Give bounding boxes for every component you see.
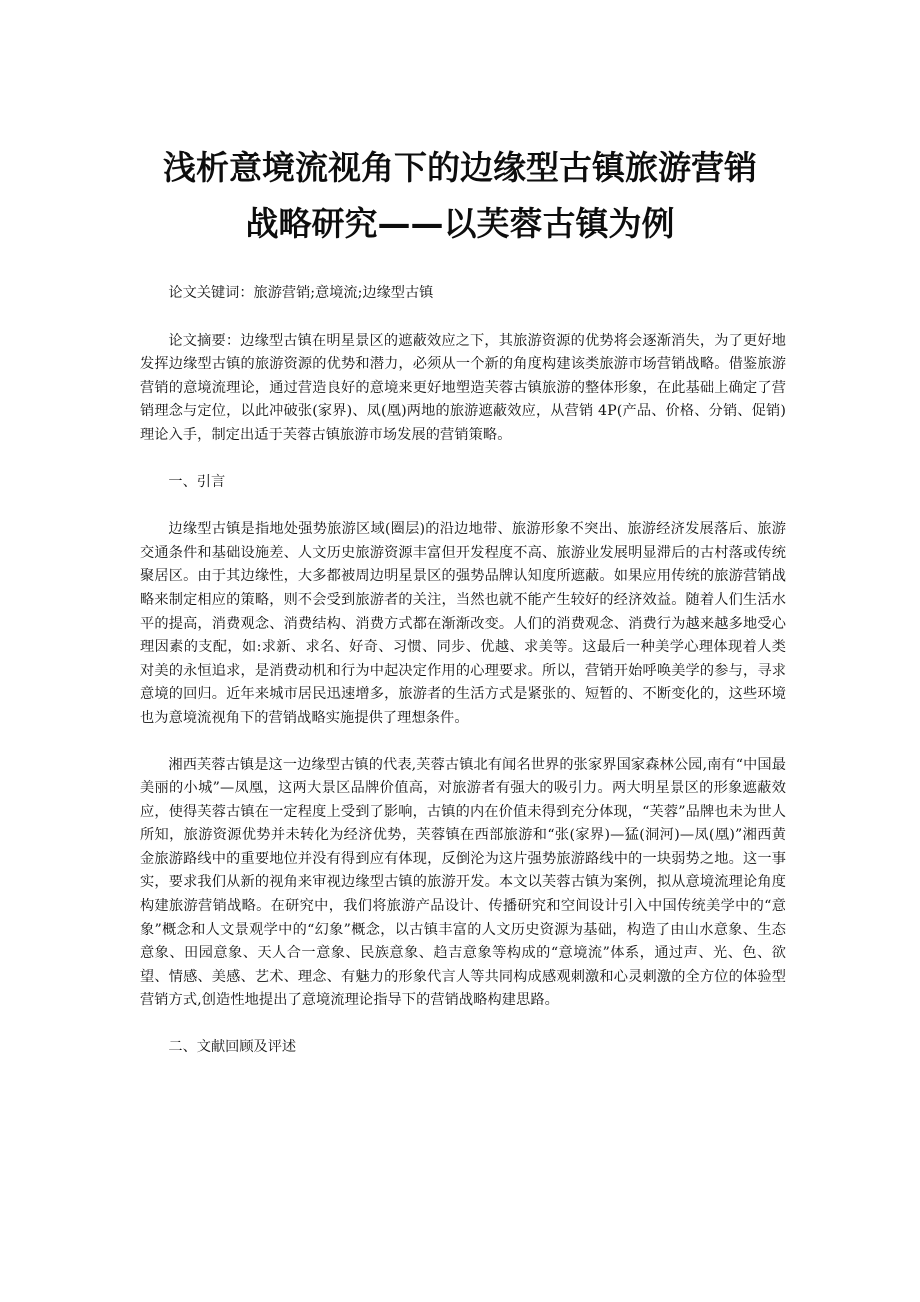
section-heading-introduction: 一、引言 <box>168 473 226 490</box>
body-paragraph: 边缘型古镇是指地处强势旅游区域(圈层)的沿边地带、旅游形象不突出、旅游经济发展落后、旅游交通条件和基础设施差、人文历史旅游资源丰富但开发程度不高、旅游业发展明显滞后的古村落或传统聚居区。由于其边缘性，大多都被周边明星景区的强势品牌认知度所遮蔽。如果应用传统的旅游营销战略来制定相应的策略，则不会受到旅游者的关注，当然也就不能产生较好的经济效益。随着人们生活水平的提高，消费观念、消费结构、消费方式都在渐渐改变。人们的消费观念、消费行为越来越多地受心理因素的支配，如:求新、求名、好奇、习惯、同步、优越、求美等。这最后一种美学心理体现着人类对美的永恒追求，是消费动机和行为中起决定作用的心理要求。所以，营销开始呼唤美学的参与，寻求意境的回归。近年来城市居民迅速增多，旅游者的生活方式是紧张的、短暂的、不断变化的，这些环境也为意境流视角下的营销战略实施提供了理想条件。 <box>140 521 786 726</box>
document-title-line-1: 浅析意境流视角下的边缘型古镇旅游营销 <box>163 148 757 187</box>
abstract-paragraph: 论文摘要：边缘型古镇在明星景区的遮蔽效应之下，其旅游资源的优势将会逐渐消失，为了更好地发挥边缘型古镇的旅游资源的优势和潜力，必须从一个新的角度构建该类旅游市场营销战略。借鉴旅游营销的意境流理论，通过营造良好的意境来更好地塑造芙蓉古镇旅游的整体形象，在此基础上确定了营销理念与定位，以此冲破张(家界)、凤(凰)两地的旅游遮蔽效应，从营销 4P(产品、价格、分销、促销)理论入手，制定出适于芙蓉古镇旅游市场发展的营销策略。 <box>140 332 786 443</box>
section-heading-literature-review: 二、文献回顾及评述 <box>168 1039 297 1056</box>
body-paragraph: 湘西芙蓉古镇是这一边缘型古镇的代表,芙蓉古镇北有闻名世界的张家界国家森林公园,南有“中国最美丽的小城”—凤凰，这两大景区品牌价值高，对旅游者有强大的吸引力。两大明星景区的形象遮蔽效应，使得芙蓉古镇在一定程度上受到了影响，古镇的内在价值未得到充分体现，“芙蓉”品牌也未为世人所知，旅游资源优势并未转化为经济优势，芙蓉镇在西部旅游和“张(家界)—猛(洞河)—凤(凰)”湘西黄金旅游路线中的重要地位并没有得到应有体现，反倒沦为这片强势旅游路线中的一块弱势之地。这一事实，要求我们从新的视角来审视边缘型古镇的旅游开发。本文以芙蓉古镇为案例，拟从意境流理论角度构建旅游营销战略。在研究中，我们将旅游产品设计、传播研究和空间设计引入中国传统美学中的“意象”概念和人文景观学中的“幻象”概念，以古镇丰富的人文历史资源为基础，构造了由山水意象、生态意象、田园意象、天人合一意象、民族意象、趋吉意象等构成的“意境流”体系，通过声、光、色、欲望、情感、美感、艺术、理念、有魅力的形象代言人等共同构成感观刺激和心灵刺激的全方位的体验型营销方式,创造性地提出了意境流理论指导下的营销战略构建思路。 <box>140 756 786 1009</box>
document-body <box>140 282 786 1084</box>
keywords-line: 论文关键词：旅游营销;意境流;边缘型古镇 <box>168 285 434 301</box>
document-title-line-2: 战略研究——以芙蓉古镇为例 <box>245 204 675 243</box>
